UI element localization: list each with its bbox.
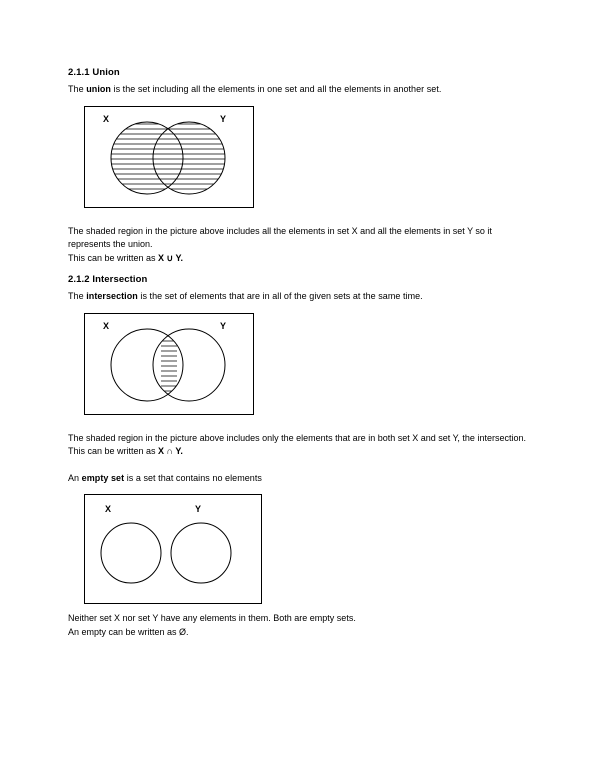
intersection-caption-2 [68,445,532,459]
union-notation: X ∪ Y. [158,252,183,263]
intersection-definition-term: intersection [86,291,138,301]
intersection-notation: X ∩ Y. [158,446,183,456]
union-definition-suffix: is the set including all the elements in one set and all the elements in another set. [110,84,442,94]
union-caption-2 [68,252,532,266]
empty-set-definition [68,472,532,486]
empty-set-caption-1: Neither set X nor set Y have any elements in them. Both are empty sets. [68,613,356,623]
union-definition-term: union [86,84,111,94]
document-content [68,66,532,639]
empty-set-definition-term: empty set [81,472,125,483]
intersection-caption-1: The shaded region in the picture above includes only the elements that are in both set X and set Y, the intersection. [68,432,526,443]
intersection-caption-2-prefix: This can be written as [68,446,159,456]
venn-diagram-union [84,106,254,208]
empty-set-definition-prefix: An [68,472,82,483]
union-definition [68,83,532,97]
venn-union-label-x: X [103,113,110,124]
union-caption-1: The shaded region in the picture above includes all the elements in set X and all the elements in set Y so it represents the union. [68,225,492,249]
section-heading-union: 2.1.1 Union [68,67,120,78]
venn-intersection-graphic [85,314,253,414]
venn-union-label-y: Y [220,113,227,124]
union-definition-prefix: The [68,84,87,94]
union-caption-2-prefix: This can be written as [68,252,159,263]
empty-set-definition-suffix: is a set that contains no elements [124,472,262,483]
venn-empty-graphic [85,495,261,603]
venn-intersection-label-x: X [103,320,110,331]
venn-intersection-label-y: Y [220,320,227,331]
venn-empty-label-y: Y [195,504,202,514]
venn-union-graphic [85,107,253,207]
venn-diagram-empty-set [84,494,262,604]
intersection-definition-suffix: is the set of elements that are in all of the given sets at the same time. [137,291,423,301]
venn-empty-label-x: X [105,504,112,514]
empty-set-caption-2: An empty can be written as Ø. [68,626,189,637]
venn-diagram-intersection [84,313,254,415]
intersection-definition-prefix: The [68,291,87,301]
intersection-definition [68,290,532,304]
section-heading-intersection: 2.1.2 Intersection [68,274,148,285]
